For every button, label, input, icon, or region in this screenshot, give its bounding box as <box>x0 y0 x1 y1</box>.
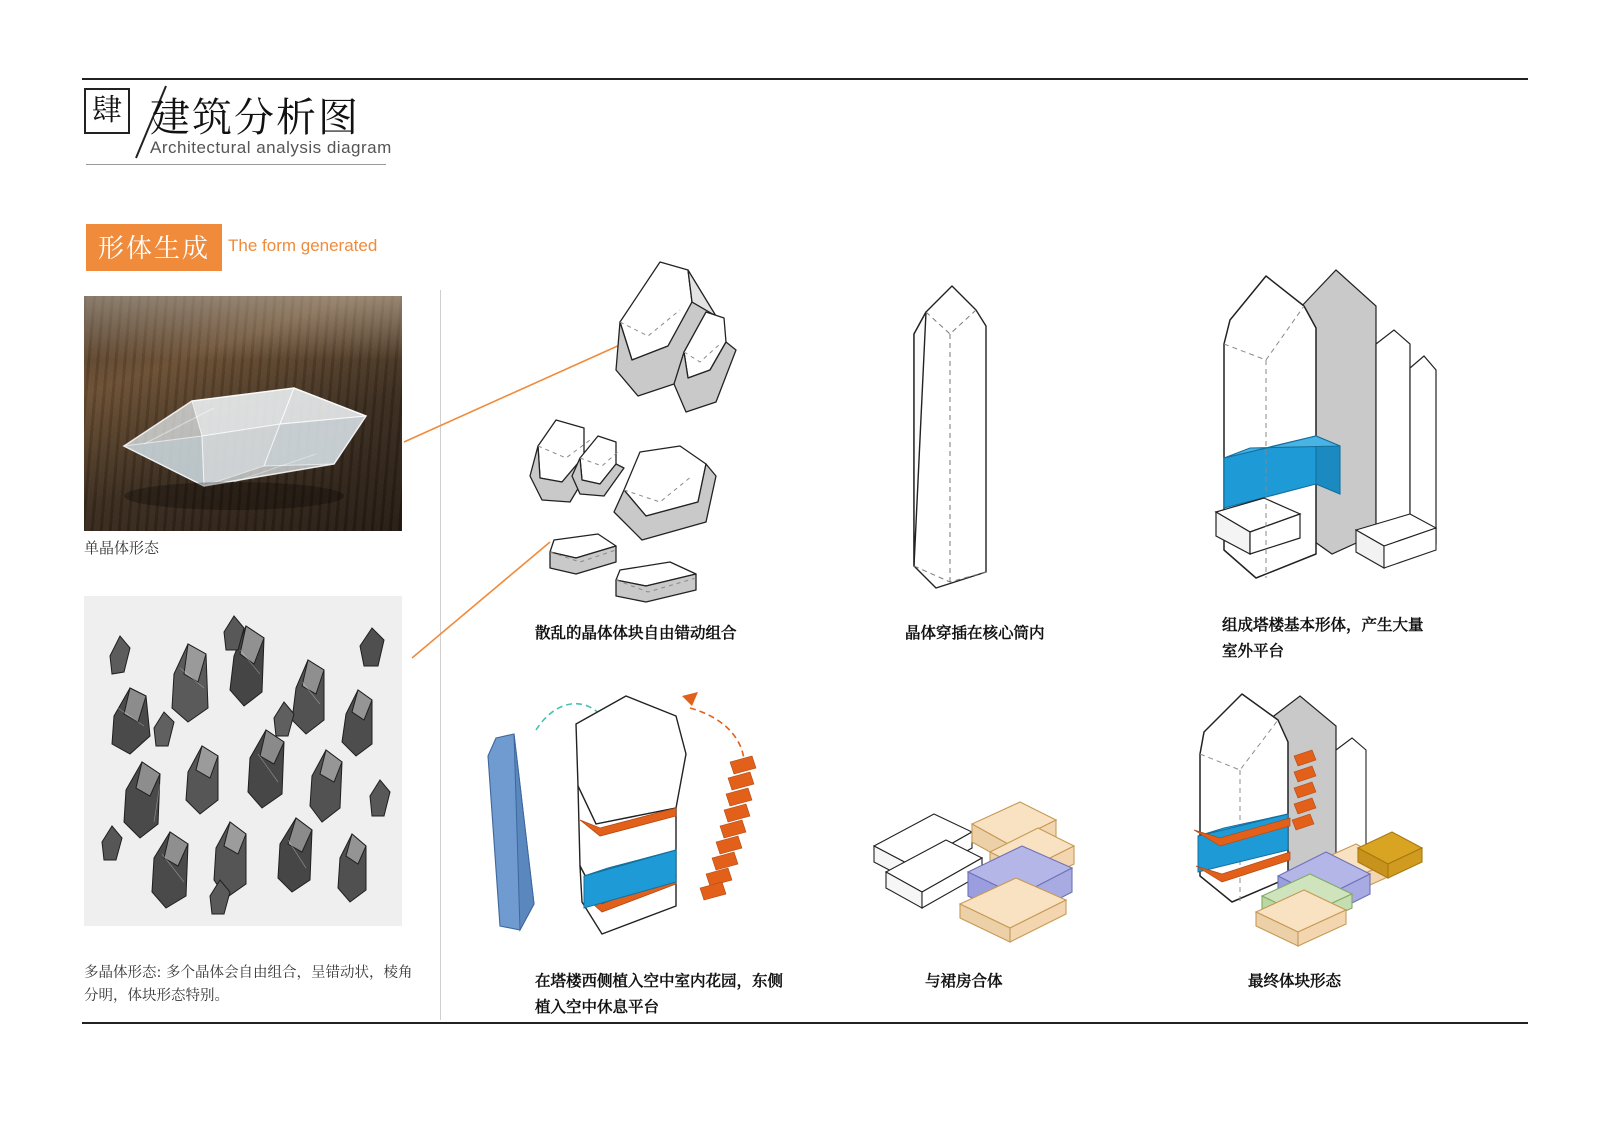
cell-1-label: 散乱的晶体体块自由错动组合 <box>535 624 737 642</box>
title-underline <box>86 164 386 165</box>
section-tag-en: The form generated <box>228 236 378 255</box>
footer-divider <box>82 1022 1528 1024</box>
diagram-final-massing <box>1170 680 1490 960</box>
crystal-cluster-illustration <box>84 596 402 926</box>
cell-3-label: 组成塔楼基本形体，产生大量室外平台 <box>1222 616 1424 661</box>
diagram-tower-base-form <box>1180 248 1480 598</box>
cell-6-label: 最终体块形态 <box>1248 972 1342 990</box>
cell-5-label: 与裙房合体 <box>925 972 1003 990</box>
diagram-podium-merge <box>860 780 1120 960</box>
single-crystal-photo <box>84 296 402 531</box>
cell-2-label: 晶体穿插在核心筒内 <box>905 624 1045 642</box>
diagram-core-insertion <box>880 250 1110 610</box>
crystal-cluster-caption: 多晶体形态: 多个晶体会自由组合，呈错动状，棱角分明，体块形态特别。 <box>84 965 413 1005</box>
logo-badge <box>84 88 130 134</box>
cell-4-label: 在塔楼西侧植入空中室内花园，东侧植入空中休息平台 <box>535 972 784 1017</box>
page-title-cn: 建筑分析图 <box>150 95 360 141</box>
diagram-scattered-blocks <box>520 250 800 610</box>
page-title-en: Architectural analysis diagram <box>150 138 392 157</box>
section-tag-cn: 形体生成 <box>86 224 222 271</box>
single-crystal-caption: 单晶体形态 <box>84 539 160 557</box>
header-divider-top <box>82 78 1528 80</box>
logo-glyph: 肆 <box>92 93 122 128</box>
diagram-sky-garden-insertion <box>480 690 800 960</box>
